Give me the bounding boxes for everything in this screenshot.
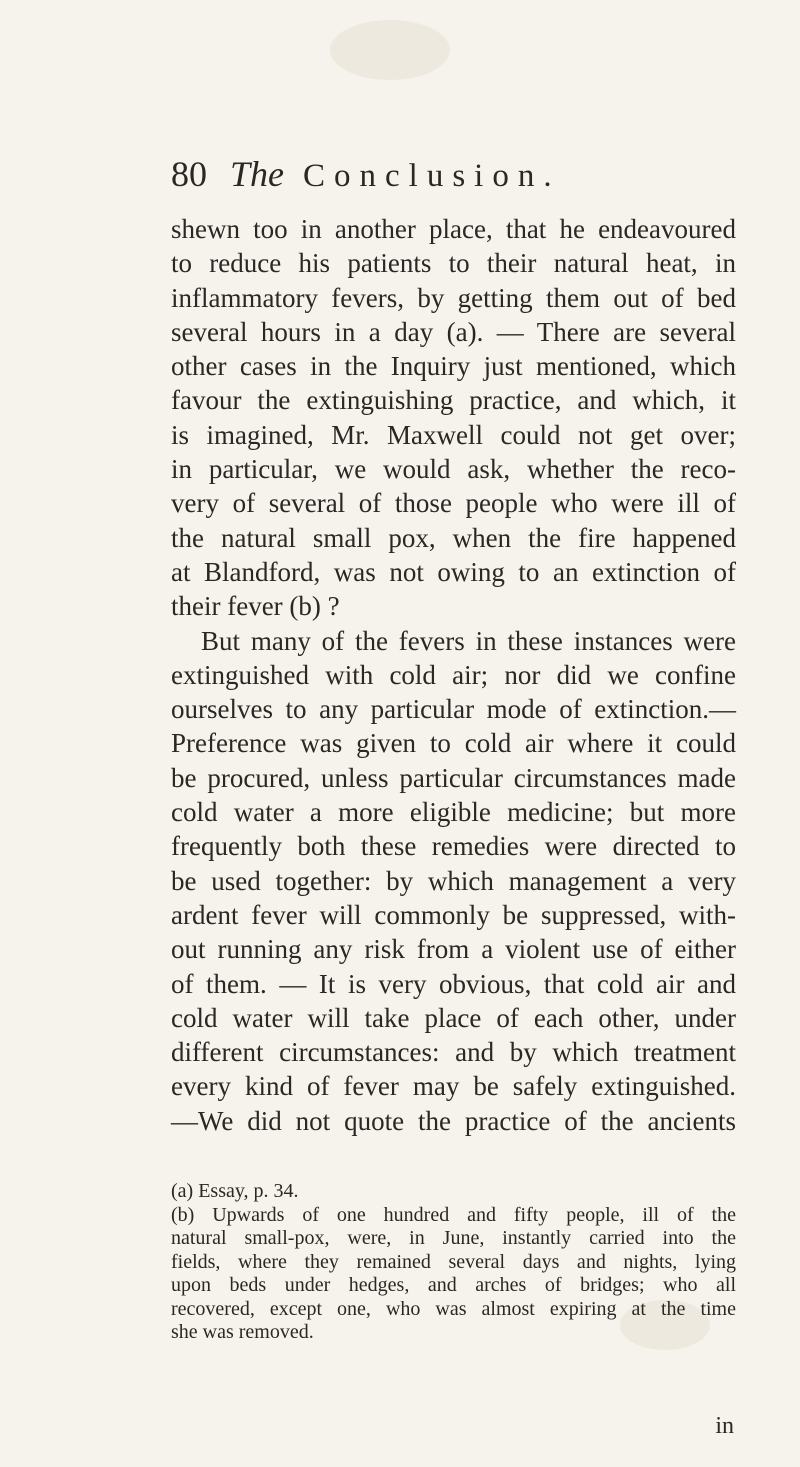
text-line: ardent fever will commonly be suppressed, with- bbox=[171, 899, 736, 930]
running-head-article: The bbox=[230, 154, 284, 194]
footnote-b-line: recovered, except one, who was almost expiring at the time bbox=[171, 1297, 736, 1320]
footnote-b-line: (b) Upwards of one hundred and fifty people, ill of the bbox=[171, 1203, 736, 1226]
footnote-b-line: she was removed. bbox=[171, 1321, 314, 1343]
running-head bbox=[171, 152, 641, 196]
text-line: is imagined, Mr. Maxwell could not get over; bbox=[171, 419, 736, 450]
text-line: at Blandford, was not owing to an extinction of bbox=[171, 556, 736, 587]
body-text bbox=[171, 212, 736, 1138]
footnote-b-line: natural small-pox, were, in June, instantly carried into the bbox=[171, 1227, 736, 1249]
text-line: favour the extinguishing practice, and which, it bbox=[171, 385, 736, 416]
page-number: 80 bbox=[171, 154, 207, 194]
text-line: different circumstances: and by which treatment bbox=[171, 1037, 736, 1068]
text-line: out running any risk from a violent use of either bbox=[171, 934, 736, 965]
text-line: be procured, unless particular circumstances made bbox=[171, 762, 736, 793]
text-line: very of several of those people who were ill of bbox=[171, 488, 736, 519]
footnote-b-line: upon beds under hedges, and arches of bridges; who all bbox=[171, 1274, 736, 1296]
text-line: frequently both these remedies were directed to bbox=[171, 831, 736, 862]
text-line: be used together: by which management a very bbox=[171, 865, 736, 896]
text-line: other cases in the Inquiry just mentioned, which bbox=[171, 351, 736, 382]
text-line: Preference was given to cold air where it could bbox=[171, 728, 736, 759]
running-head-title: Conclusion. bbox=[303, 158, 561, 194]
text-line: of them. — It is very obvious, that cold air and bbox=[171, 968, 736, 999]
text-line: to reduce his patients to their natural heat, in bbox=[171, 248, 736, 279]
text-line: several hours in a day (a). — There are several bbox=[171, 316, 736, 347]
text-line: cold water will take place of each other, under bbox=[171, 1002, 736, 1033]
text-line: their fever (b) ? bbox=[171, 591, 340, 622]
text-line: in particular, we would ask, whether the reco- bbox=[171, 454, 736, 485]
text-line: ourselves to any particular mode of extinction.— bbox=[171, 694, 736, 725]
text-line: every kind of fever may be safely extinguished. bbox=[171, 1071, 736, 1102]
text-line: —We did not quote the practice of the ancients bbox=[171, 1105, 736, 1136]
catchword: in bbox=[715, 1413, 734, 1439]
text-line: inflammatory fevers, by getting them out of bed bbox=[171, 282, 736, 313]
paper-stain bbox=[330, 20, 450, 80]
text-line: cold water a more eligible medicine; but more bbox=[171, 797, 736, 828]
text-line: shewn too in another place, that he endeavoured bbox=[171, 214, 736, 244]
paragraph-start-line: But many of the fevers in these instances were bbox=[201, 625, 736, 656]
footnotes bbox=[171, 1180, 736, 1345]
text-line: extinguished with cold air; nor did we confine bbox=[171, 659, 736, 690]
footnote-a: (a) Essay, p. 34. bbox=[171, 1180, 299, 1202]
text-line: the natural small pox, when the fire happened bbox=[171, 522, 736, 553]
footnote-b-line: fields, where they remained several days and nights, lying bbox=[171, 1250, 736, 1273]
